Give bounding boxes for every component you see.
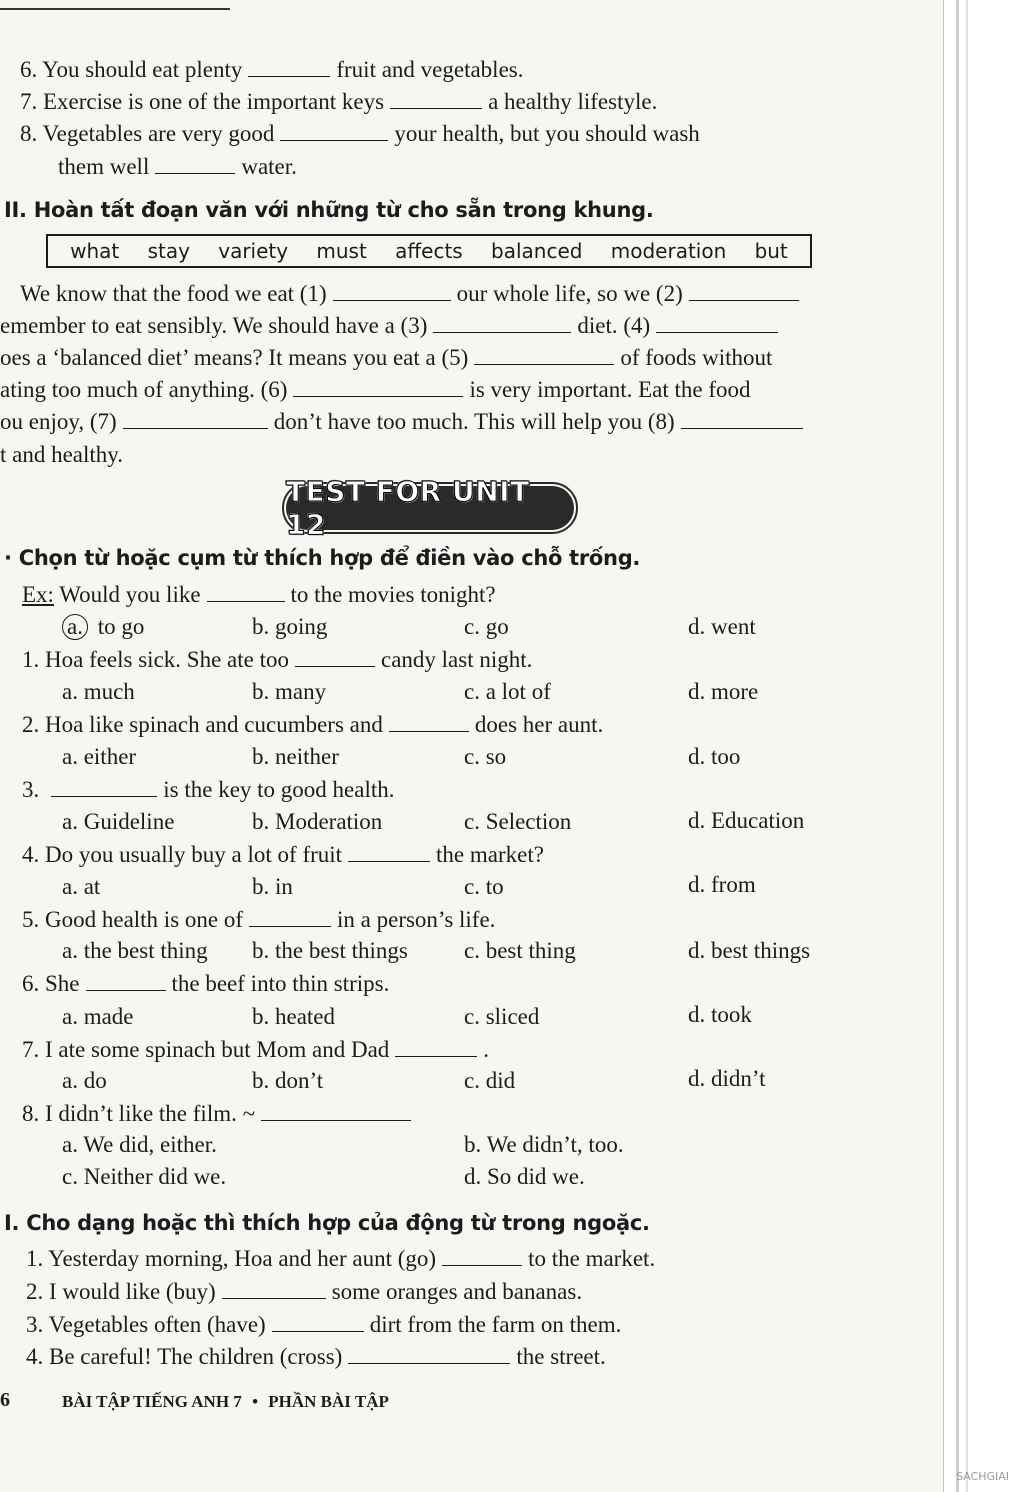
item-text: to the market.	[528, 1246, 656, 1271]
answer-blank[interactable]	[442, 1245, 522, 1266]
paragraph-text: emember to eat sensibly. We should have a (3)	[0, 313, 428, 338]
question-text: in a person’s life.	[337, 907, 496, 932]
verb-item-2	[26, 1278, 582, 1306]
answer-blank[interactable]	[280, 120, 388, 141]
page-edge	[943, 0, 1024, 1492]
question-1	[22, 646, 532, 674]
q1-option-d[interactable]: d. more	[688, 679, 759, 704]
q4-option-d[interactable]: d. from	[688, 872, 756, 897]
question-7	[22, 1036, 489, 1064]
word-chip: affects	[395, 239, 463, 263]
question-text: the beef into thin strips.	[171, 971, 390, 996]
example-question	[22, 581, 496, 609]
answer-blank[interactable]	[348, 841, 430, 862]
section-heading-verb-forms: I. Cho dạng hoặc thì thích hợp của động từ trong ngoặc.	[4, 1211, 650, 1235]
watermark: SACHGIAI	[956, 1470, 1010, 1483]
answer-blank[interactable]	[272, 1311, 364, 1332]
q1-option-c[interactable]: c. a lot of	[464, 679, 551, 704]
paragraph-text: ou enjoy, (7)	[0, 409, 117, 434]
answer-blank-7[interactable]	[123, 408, 268, 429]
answer-blank-8[interactable]	[681, 408, 803, 429]
q4-option-b[interactable]: b. in	[252, 874, 293, 899]
q7-option-b[interactable]: b. don’t	[252, 1068, 324, 1093]
paragraph-text: diet. (4)	[577, 313, 651, 338]
q5-option-d[interactable]: d. best things	[688, 938, 811, 963]
word-chip: what	[70, 239, 120, 263]
paragraph-text: of foods without	[620, 345, 773, 370]
item-text: a healthy lifestyle.	[488, 89, 658, 114]
book-title: BÀI TẬP TIẾNG ANH 7	[62, 1392, 242, 1411]
question-text: I ate some spinach but Mom and Dad	[45, 1037, 390, 1062]
q7-option-c[interactable]: c. did	[464, 1068, 516, 1093]
paragraph-text: t and healthy.	[0, 442, 124, 467]
answer-blank[interactable]	[249, 906, 331, 927]
question-3	[22, 776, 395, 804]
paragraph-text: our whole life, so we (2)	[456, 281, 683, 306]
item-text: your health, but you should wash	[394, 121, 700, 146]
item-text: Be careful! The children (cross)	[49, 1344, 343, 1369]
question-4	[22, 841, 544, 869]
example-option-c[interactable]: c. go	[464, 614, 509, 639]
item-text: some oranges and bananas.	[331, 1279, 583, 1304]
question-text: Good health is one of	[45, 907, 244, 932]
question-text: does her aunt.	[474, 712, 604, 737]
prev-item-7	[20, 88, 657, 116]
item-text: You should eat plenty	[42, 57, 243, 82]
question-text: to the movies tonight?	[290, 582, 496, 607]
answer-blank-5[interactable]	[474, 344, 614, 365]
question-text: Would you like	[59, 582, 201, 607]
q2-option-c[interactable]: c. so	[464, 744, 507, 769]
item-text: the street.	[516, 1344, 606, 1369]
word-chip: moderation	[610, 239, 727, 263]
paragraph-line-1	[20, 280, 805, 308]
circled-answer-icon: a.	[62, 614, 88, 640]
answer-blank[interactable]	[261, 1100, 411, 1121]
answer-blank[interactable]	[389, 711, 469, 732]
paragraph-line-3	[0, 344, 772, 372]
question-text: Do you usually buy a lot of fruit	[45, 842, 343, 867]
q4-option-c[interactable]: c. to	[464, 874, 504, 899]
word-chip: variety	[218, 239, 289, 263]
part-title: PHẦN BÀI TẬP	[268, 1392, 389, 1411]
q6-option-c[interactable]: c. sliced	[464, 1004, 540, 1029]
answer-blank[interactable]	[248, 56, 330, 77]
item-number: 7.	[20, 89, 38, 114]
q5-option-b[interactable]: b. the best things	[252, 938, 408, 963]
q7-option-a[interactable]: a. do	[62, 1068, 107, 1093]
item-number: 2.	[26, 1279, 44, 1304]
q8-option-c[interactable]: c. Neither did we.	[62, 1164, 227, 1189]
answer-blank[interactable]	[390, 88, 482, 109]
item-text: fruit and vegetables.	[336, 57, 524, 82]
word-chip: must	[316, 239, 367, 263]
question-number: 1.	[22, 647, 40, 672]
banner-title: TEST FOR UNIT 12	[286, 475, 530, 541]
q1-option-b[interactable]: b. many	[252, 679, 327, 704]
answer-blank[interactable]	[51, 776, 157, 797]
word-chip: but	[754, 239, 788, 263]
section-heading-fill-paragraph: II. Hoàn tất đoạn văn với những từ cho sẵn trong khung.	[4, 198, 654, 222]
section-heading-multiple-choice	[4, 546, 640, 570]
item-text: Yesterday morning, Hoa and her aunt (go)	[48, 1246, 437, 1271]
q6-option-d[interactable]: d. took	[688, 1002, 752, 1027]
verb-item-4	[26, 1343, 606, 1371]
answer-blank[interactable]	[295, 646, 375, 667]
prev-item-6	[20, 56, 523, 84]
question-number: 2.	[22, 712, 40, 737]
item-text: Vegetables often (have)	[48, 1312, 266, 1337]
option-text: to go	[97, 614, 145, 639]
paragraph-text: is very important. Eat the food	[469, 377, 751, 402]
verb-item-1	[26, 1245, 655, 1273]
test-banner	[286, 475, 574, 541]
bullet-icon: ·	[4, 546, 19, 570]
q7-option-d[interactable]: d. didn’t	[688, 1066, 766, 1091]
q5-option-a[interactable]: a. the best thing	[62, 938, 208, 963]
paragraph-line-2	[0, 312, 784, 340]
answer-blank[interactable]	[207, 581, 285, 602]
item-number: 4.	[26, 1344, 44, 1369]
question-text: Hoa like spinach and cucumbers and	[45, 712, 383, 737]
answer-blank-1[interactable]	[333, 280, 451, 301]
question-text: is the key to good health.	[163, 777, 395, 802]
item-number: 8.	[20, 121, 38, 146]
page-number: 6	[0, 1389, 10, 1411]
example-option-d[interactable]: d. went	[688, 614, 756, 639]
q3-option-b[interactable]: b. Moderation	[252, 809, 383, 834]
q8-option-a[interactable]: a. We did, either.	[62, 1132, 217, 1157]
answer-blank-6[interactable]	[293, 376, 463, 397]
verb-item-3	[26, 1311, 621, 1339]
question-number: 3.	[22, 777, 40, 802]
prev-item-8	[20, 120, 700, 148]
footer-book-title	[62, 1392, 389, 1412]
question-text: the market?	[436, 842, 544, 867]
question-8	[22, 1100, 417, 1128]
question-text: .	[483, 1037, 490, 1062]
item-text: them well	[58, 154, 150, 179]
q2-option-a[interactable]: a. either	[62, 744, 137, 769]
answer-blank-3[interactable]	[433, 312, 571, 333]
heading-text: Chọn từ hoặc cụm từ thích hợp để điền vào chỗ trống.	[18, 546, 641, 570]
item-number: 6.	[20, 57, 38, 82]
item-text: Exercise is one of the important keys	[43, 89, 385, 114]
paragraph-text: ating too much of anything. (6)	[0, 377, 288, 402]
q6-option-b[interactable]: b. heated	[252, 1004, 336, 1029]
answer-blank[interactable]	[395, 1036, 477, 1057]
item-text: I would like (buy)	[49, 1279, 216, 1304]
example-label: Ex:	[22, 582, 54, 607]
question-number: 5.	[22, 907, 40, 932]
item-number: 1.	[26, 1246, 44, 1271]
prev-item-8-cont	[58, 153, 297, 181]
question-5	[22, 906, 495, 934]
q4-option-a[interactable]: a. at	[62, 874, 101, 899]
paragraph-text: We know that the food we eat (1)	[20, 281, 327, 306]
example-option-b[interactable]: b. going	[252, 614, 328, 639]
question-number: 4.	[22, 842, 40, 867]
item-text: water.	[241, 154, 297, 179]
paragraph-line-4	[0, 376, 751, 404]
q2-option-b[interactable]: b. neither	[252, 744, 339, 769]
question-2	[22, 711, 603, 739]
paragraph-line-5	[0, 408, 809, 436]
item-number: 3.	[26, 1312, 44, 1337]
question-6	[22, 970, 389, 998]
word-chip: stay	[147, 239, 190, 263]
item-text: Vegetables are very good	[42, 121, 275, 146]
q3-option-c[interactable]: c. Selection	[464, 809, 572, 834]
question-text: She	[45, 971, 80, 996]
answer-blank[interactable]	[86, 970, 166, 991]
question-text: Hoa feels sick. She ate too	[45, 647, 289, 672]
word-box	[46, 234, 812, 268]
question-text: candy last night.	[380, 647, 533, 672]
q8-option-d[interactable]: d. So did we.	[464, 1164, 585, 1189]
word-chip: balanced	[491, 239, 583, 263]
q6-option-a[interactable]: a. made	[62, 1004, 134, 1029]
question-number: 8.	[22, 1101, 40, 1126]
answer-blank[interactable]	[222, 1278, 326, 1299]
q3-option-a[interactable]: a. Guideline	[62, 809, 175, 834]
paragraph-line-6	[0, 441, 123, 469]
paragraph-text: oes a ‘balanced diet’ means? It means you eat a (5)	[0, 345, 469, 370]
q2-option-d[interactable]: d. too	[688, 744, 741, 769]
question-number: 7.	[22, 1037, 40, 1062]
q8-option-b[interactable]: b. We didn’t, too.	[464, 1132, 624, 1157]
q1-option-a[interactable]: a. much	[62, 679, 135, 704]
answer-blank[interactable]	[348, 1343, 510, 1364]
question-text: I didn’t like the film. ~	[45, 1101, 256, 1126]
item-text: dirt from the farm on them.	[369, 1312, 622, 1337]
bullet-icon: •	[252, 1392, 259, 1411]
answer-blank-4[interactable]	[656, 312, 778, 333]
example-option-a[interactable]	[62, 614, 144, 640]
answer-blank-2[interactable]	[689, 280, 799, 301]
answer-blank[interactable]	[155, 153, 235, 174]
question-number: 6.	[22, 971, 40, 996]
q3-option-d[interactable]: d. Education	[688, 808, 805, 833]
q5-option-c[interactable]: c. best thing	[464, 938, 576, 963]
paragraph-text: don’t have too much. This will help you (8)	[273, 409, 675, 434]
top-rule	[0, 8, 230, 10]
